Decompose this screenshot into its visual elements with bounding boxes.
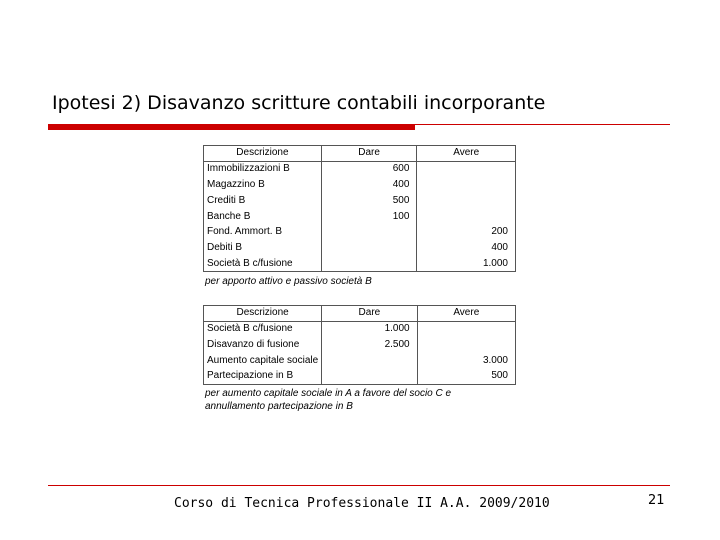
table-header-row bbox=[204, 306, 516, 322]
row-description: Società B c/fusione bbox=[204, 256, 322, 272]
row-dare bbox=[321, 240, 417, 256]
row-avere: 3.000 bbox=[417, 353, 515, 369]
table-row bbox=[204, 353, 516, 369]
row-description: Fond. Ammort. B bbox=[204, 224, 322, 240]
row-description: Immobilizzazioni B bbox=[204, 161, 322, 177]
row-dare: 400 bbox=[321, 177, 417, 193]
table-row bbox=[204, 240, 516, 256]
row-avere bbox=[417, 161, 516, 177]
header-avere: Avere bbox=[417, 146, 516, 162]
row-avere bbox=[417, 321, 515, 337]
header-descrizione: Descrizione bbox=[204, 306, 322, 322]
table-row bbox=[204, 224, 516, 240]
row-description: Aumento capitale sociale bbox=[204, 353, 322, 369]
row-avere: 1.000 bbox=[417, 256, 516, 272]
header-dare: Dare bbox=[321, 146, 417, 162]
row-description: Disavanzo di fusione bbox=[204, 337, 322, 353]
footer-divider bbox=[48, 485, 670, 486]
row-dare bbox=[321, 256, 417, 272]
row-dare: 1.000 bbox=[322, 321, 417, 337]
row-avere: 200 bbox=[417, 224, 516, 240]
row-description: Magazzino B bbox=[204, 177, 322, 193]
row-dare: 100 bbox=[321, 209, 417, 225]
title-underline-thick bbox=[48, 124, 415, 130]
header-avere: Avere bbox=[417, 306, 515, 322]
table-row bbox=[204, 193, 516, 209]
row-dare: 500 bbox=[321, 193, 417, 209]
row-avere: 400 bbox=[417, 240, 516, 256]
row-description: Società B c/fusione bbox=[204, 321, 322, 337]
page-number: 21 bbox=[648, 493, 665, 508]
row-dare bbox=[321, 224, 417, 240]
entry-note-2-line-2: annullamento partecipazione in B bbox=[205, 401, 353, 412]
table-row bbox=[204, 369, 516, 385]
table-row bbox=[204, 209, 516, 225]
row-dare: 2.500 bbox=[322, 337, 417, 353]
table-header-row bbox=[204, 146, 516, 162]
entry-note-2-line-1: per aumento capitale sociale in A a favore del socio C e bbox=[205, 388, 452, 399]
footer-course-label: Corso di Tecnica Professionale II A.A. 2009/2010 bbox=[174, 496, 550, 511]
title-underline-thin bbox=[415, 124, 670, 125]
header-dare: Dare bbox=[322, 306, 417, 322]
row-avere bbox=[417, 209, 516, 225]
table-row bbox=[204, 256, 516, 272]
journal-entry-table-1 bbox=[203, 145, 516, 272]
slide-title: Ipotesi 2) Disavanzo scritture contabili incorporante bbox=[52, 92, 546, 114]
row-avere bbox=[417, 177, 516, 193]
row-dare: 600 bbox=[321, 161, 417, 177]
entry-note-2 bbox=[205, 387, 451, 413]
row-avere: 500 bbox=[417, 369, 515, 385]
row-dare bbox=[322, 353, 417, 369]
row-description: Partecipazione in B bbox=[204, 369, 322, 385]
entry-note-1: per apporto attivo e passivo società B bbox=[205, 276, 372, 287]
row-dare bbox=[322, 369, 417, 385]
table-row bbox=[204, 321, 516, 337]
row-description: Debiti B bbox=[204, 240, 322, 256]
table-row bbox=[204, 161, 516, 177]
row-avere bbox=[417, 337, 515, 353]
header-descrizione: Descrizione bbox=[204, 146, 322, 162]
row-description: Crediti B bbox=[204, 193, 322, 209]
table-row bbox=[204, 177, 516, 193]
row-description: Banche B bbox=[204, 209, 322, 225]
table-row bbox=[204, 337, 516, 353]
journal-entry-table-2 bbox=[203, 305, 516, 385]
row-avere bbox=[417, 193, 516, 209]
